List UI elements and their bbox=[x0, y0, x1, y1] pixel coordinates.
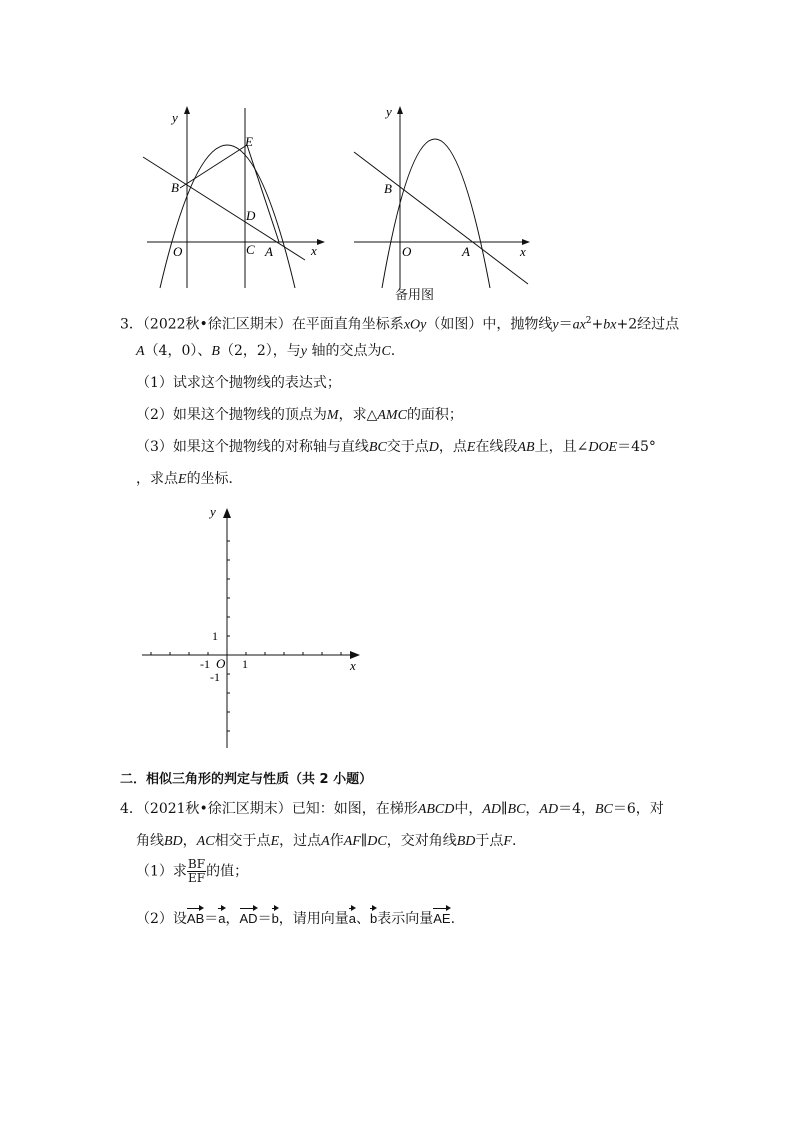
label-x: x bbox=[350, 658, 356, 673]
problem-3-line-2: A（4，0）、B（2，2），与y 轴的交点为C. bbox=[136, 343, 396, 359]
problem-3-question-3-cont: ，求点E的坐标． bbox=[136, 471, 243, 487]
label-o: O bbox=[216, 656, 226, 671]
vector-a-2: a bbox=[348, 911, 357, 926]
problem-4-line-1: 4．（2021秋•徐汇区期末）已知：如图，在梯形ABCD中，AD∥BC，AD＝4，BC＝6，对 bbox=[120, 801, 664, 817]
label-x: x bbox=[311, 243, 317, 258]
vector-ae: AE bbox=[433, 911, 451, 926]
label-b: B bbox=[384, 181, 392, 196]
label-c: C bbox=[246, 242, 255, 257]
segment-ea bbox=[247, 145, 279, 242]
problem-4-question-2: （2）设AB＝a，AD＝b，请用向量a、b表示向量AE. bbox=[136, 911, 456, 927]
label-x: x bbox=[520, 244, 526, 259]
parabola-curve bbox=[382, 139, 490, 288]
label-a: A bbox=[462, 244, 470, 259]
label-y: y bbox=[172, 110, 178, 125]
problem-3-question-3: （3）如果这个抛物线的对称轴与直线BC交于点D，点E在线段AB上，且∠DOE＝45° bbox=[136, 439, 656, 455]
vector-ab: AB bbox=[186, 911, 205, 926]
vector-a: a bbox=[218, 911, 226, 926]
parabola-curve bbox=[160, 145, 295, 288]
label-y: y bbox=[210, 504, 216, 519]
label-neg-one-x: -1 bbox=[200, 657, 210, 671]
line-ab bbox=[354, 152, 528, 284]
figure-2-caption: 备用图 bbox=[395, 288, 435, 303]
fraction-bf-ef: $\frac{BF}{EF}$ bbox=[187, 857, 206, 885]
figure-3-axes bbox=[140, 500, 370, 752]
problem-4-question-1: （1）求 $\frac{BF}{EF}$ 的值； bbox=[136, 857, 249, 885]
label-neg-one-y: -1 bbox=[210, 670, 220, 684]
label-b: B bbox=[171, 180, 179, 195]
problem-3-question-2: （2）如果这个抛物线的顶点为M，求△AMC的面积； bbox=[136, 407, 463, 423]
vector-b: b bbox=[271, 911, 279, 926]
problem-4-line-2: 角线BD，AC相交于点E，过点A作AF∥DC，交对角线BD于点F. bbox=[136, 833, 517, 849]
figure-1-parabola bbox=[135, 102, 335, 292]
section-2-title: 二．相似三角形的判定与性质（共 2 小题） bbox=[120, 772, 373, 787]
label-one-y: 1 bbox=[212, 629, 218, 643]
label-o: O bbox=[402, 244, 412, 259]
label-e: E bbox=[245, 134, 253, 149]
problem-3-question-1: （1）试求这个抛物线的表达式； bbox=[136, 375, 341, 391]
line-ab bbox=[143, 157, 305, 260]
label-o: O bbox=[173, 244, 183, 259]
label-y: y bbox=[386, 104, 392, 119]
problem-3-line-1: 3．（2022秋•徐汇区期末）在平面直角坐标系xOy（如图）中，抛物线$y=ax^2+bx+2$经过点 bbox=[120, 316, 680, 333]
label-one-x: 1 bbox=[242, 657, 248, 671]
label-a: A bbox=[265, 244, 273, 259]
vector-ad: AD bbox=[239, 911, 258, 926]
vector-b-2: b bbox=[370, 911, 378, 926]
figure-2-parabola bbox=[350, 100, 540, 288]
label-d: D bbox=[246, 208, 256, 223]
